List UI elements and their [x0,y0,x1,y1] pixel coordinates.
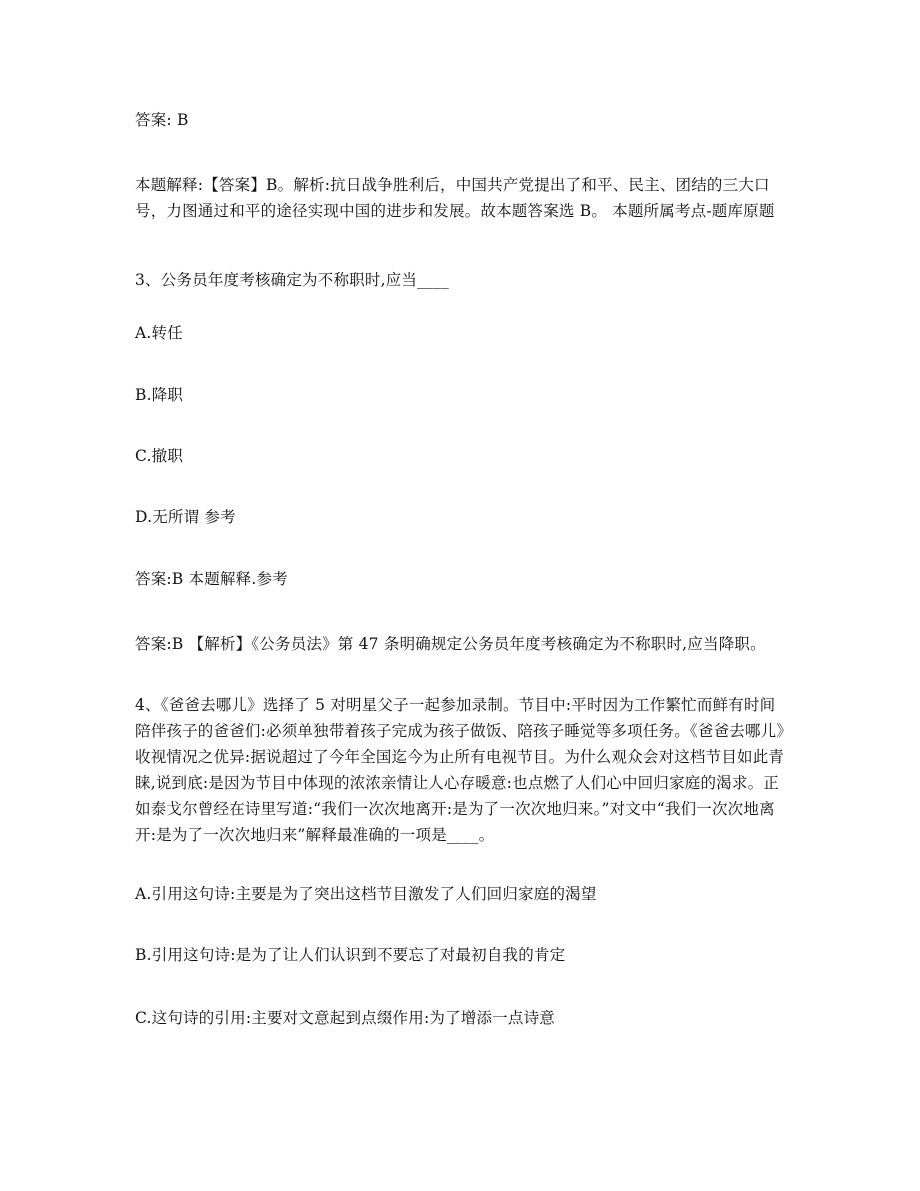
q3-option-b: B.降职 [135,386,184,404]
q4-option-a: A.引用这句诗:主要是为了突出这档节目激发了人们回归家庭的渴望 [135,885,597,903]
q3-question: 3、公务员年度考核确定为不称职时,应当____ [135,271,449,289]
q3-answer: 答案:B 本题解释.参考 [135,570,288,588]
q4-question: 4、《爸爸去哪儿》选择了 5 对明星父子一起参加录制。节目中:平时因为工作繁忙而鲜有时间陪伴孩子的爸爸们:必须单独带着孩子完成为孩子做饭、陪孩子睡觉等多项任务。《爸爸去哪儿》收视情况之优异:据说超过了今年全国迄今为止所有电视节目。为什么观众会对这档节目如此青睐,说到底:是因为节目中体现的浓浓亲情让人心存暖意:也点燃了人们心中回归家庭的渴求。正如泰戈尔曾经在诗里写道:“我们一次次地离开:是为了一次次地归来。”对文中“我们一次次地离开:是为了一次次地归来”解释最准确的一项是____。 [135,696,785,844]
q2-answer: 答案: B [135,111,189,129]
q3-option-d: D.无所谓 参考 [135,508,236,526]
q3-analysis: 答案:B 【解析】《公务员法》第 47 条明确规定公务员年度考核确定为不称职时,应当降职。 [135,635,766,653]
q4-option-b: B.引用这句诗:是为了让人们认识到不要忘了对最初自我的肯定 [135,946,566,964]
q2-explanation: 本题解释:【答案】B。解析:抗日战争胜利后，中国共产党提出了和平、民主、团结的三大口号，力图通过和平的途径实现中国的进步和发展。故本题答案选 B。 本题所属考点-题库原题 [135,176,775,220]
q3-option-c: C.撤职 [135,447,184,465]
q3-option-a: A.转任 [135,324,183,342]
q4-option-c: C.这句诗的引用:主要对文意起到点缀作用:为了增添一点诗意 [135,1009,555,1027]
